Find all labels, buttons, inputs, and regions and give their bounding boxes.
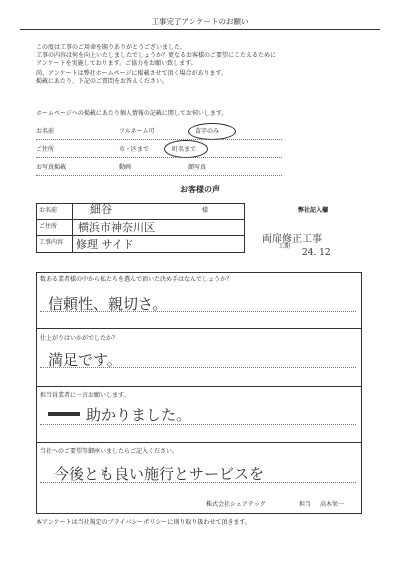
question-2: 仕上がりはいかがでしたか？ [40,335,119,342]
crossed-out-mark [48,412,80,416]
form-row-line-2 [36,235,244,236]
tanto-name: 高木栄一 [320,501,345,508]
question-divider-1 [36,328,361,329]
form-sama: 様 [202,207,209,214]
office-period-value: 24. 12 [302,248,331,258]
answer-3-rule [40,424,356,425]
privacy-footer: 本アンケートは当社規定のプライバシーポリシーに則り取り扱わせて頂きます。 [36,519,251,526]
question-divider-2 [36,386,361,387]
selected-circle-town [164,140,208,158]
intro-line-2: 工事の内容は何を向上いたしましたでしょうか？更なるお客様のご要望にこたえるために [36,52,277,59]
question-3: 担当営業者に一言お願いします。 [40,392,130,399]
privacy-divider-3 [36,175,282,176]
option-video[interactable]: 動画 [119,164,132,171]
privacy-label-address: ご住所 [36,146,55,153]
privacy-label-photo: お写真掲載 [36,164,67,171]
question-divider-3 [36,442,361,443]
answer-2-rule [40,367,356,368]
voice-heading: お客様の声 [180,185,220,194]
privacy-heading: ホームページへの掲載にあたり個人情報の記載に関してお伺いします。 [36,110,228,117]
answer-4[interactable]: 今後とも良い施行とサービスを [54,465,265,483]
option-fullname[interactable]: フルネーム可 [119,128,155,135]
answer-1-rule [40,311,356,312]
option-face-photo[interactable]: 顔写真 [188,164,207,171]
answer-1[interactable]: 信頼性、親切さ。 [48,295,168,313]
privacy-label-name: お名前 [36,128,55,135]
form-address-value[interactable]: 横浜市神奈川区 [78,221,155,234]
option-surname-only[interactable]: 苗字のみ [195,128,220,135]
answer-4-rule [40,482,356,483]
form-work-value[interactable]: 修理 サイド [76,238,134,251]
option-town[interactable]: 町名まで [172,146,197,153]
form-work-label: 工事内容 [39,239,64,246]
selected-circle-surname [188,123,236,140]
office-period-label: 工期 [278,243,291,250]
question-1: 数ある業者様の中から私たちを選んで頂いた決め手はなんでしょうか？ [40,276,233,283]
form-address-label: ご住所 [39,223,58,230]
office-use-label: 弊社記入欄 [298,207,329,214]
answer-3[interactable]: 助かりました。 [86,406,192,424]
answer-2[interactable]: 満足です。 [48,351,122,369]
privacy-divider-2 [36,157,282,158]
intro-line-5: 掲載にあたり、下記のご質問をお答えください。 [36,78,169,85]
option-city[interactable]: 市・区まで [119,146,150,153]
form-label-divider [72,203,73,252]
question-4: 当社へのご要望等御座いましたらご記入ください。 [40,448,179,455]
title-underline [20,29,380,30]
intro-line-3: アンケートを実施しております。ご協力をお願い致します。 [36,60,197,67]
privacy-divider-1 [36,139,282,140]
page-title: 工事完了アンケートのお願い [151,17,249,26]
intro-line-4: 尚、アンケートは弊社ホームページに掲載させて頂く場合があります。 [36,70,228,77]
form-name-value[interactable]: 細谷 [90,203,112,216]
office-note: 両扉修正工事 [262,234,322,245]
form-name-label: お名前 [39,207,58,214]
company-name: 株式会社シェアテック [206,501,266,508]
intro-line-1: この度は工事のご用命を賜りありがとうございました。 [36,44,187,51]
tanto-label: 担当 [299,501,312,508]
